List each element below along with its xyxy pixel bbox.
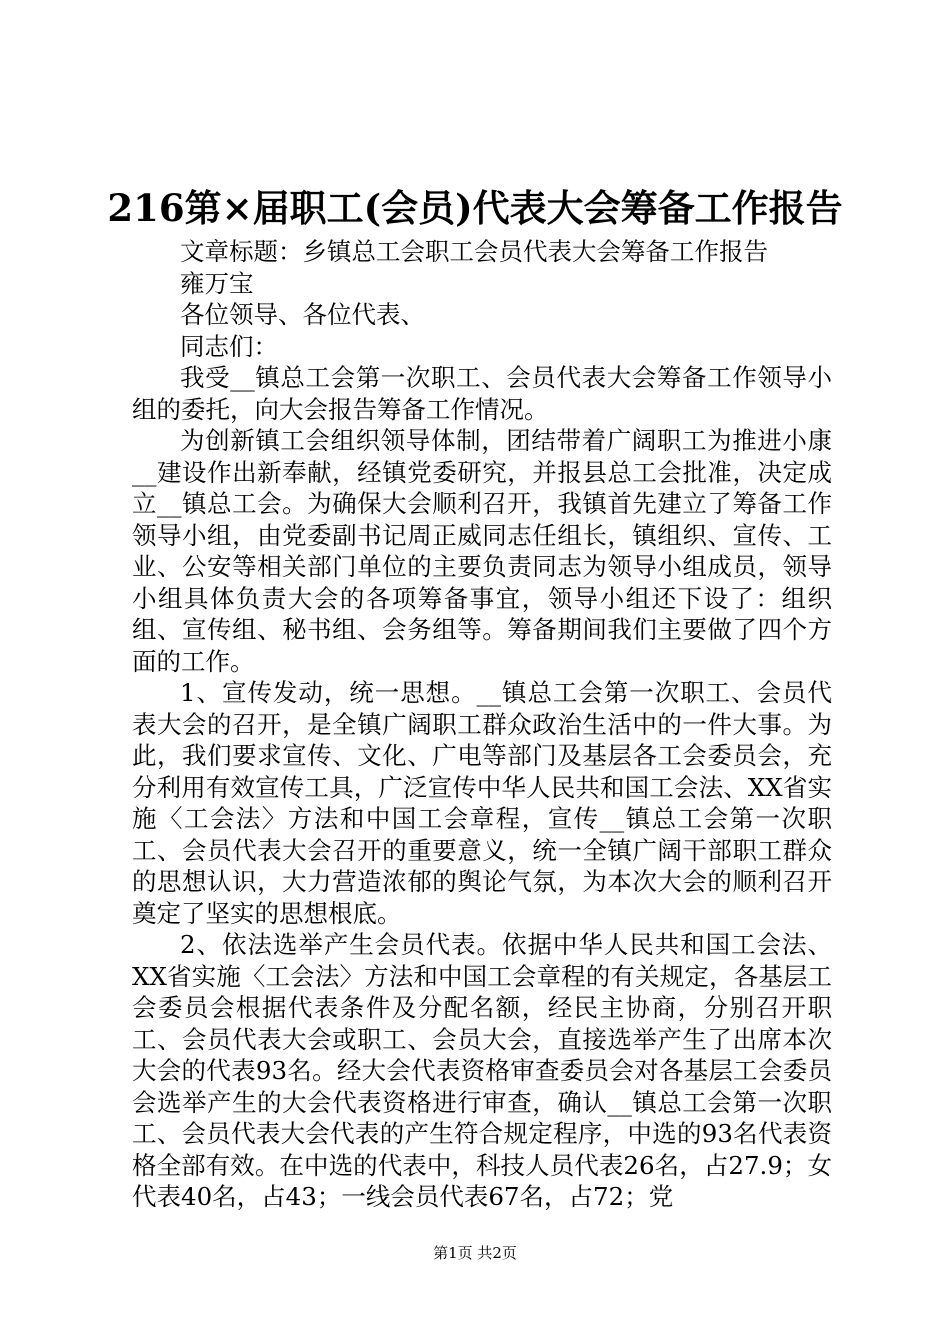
body-paragraph: 为创新镇工会组织领导体制，团结带着广阔职工为推进小康__建设作出新奉献，经镇党委研究，并报县总工会批准，决定成立__镇总工会。为确保大会顺利召开，我镇首先建立了筹备工作领导小组，由党委副书记周正威同志任组长，镇组织、宣传、工业、公安等相关部门单位的主要负责同志为领导小组成员，领导小组具体负责大会的各项筹备事宜，领导小组还下设了：组织组、宣传组、秘书组、会务组等。筹备期间我们主要做了四个方面的工作。	[132, 426, 832, 676]
document-title: 216第×届职工(会员)代表大会筹备工作报告	[107, 186, 843, 230]
salutation-line: 同志们：	[180, 331, 278, 361]
body-paragraph: 2、依法选举产生会员代表。依据中华人民共和国工会法、XX省实施〈工会法〉方法和中国工会章程的有关规定，各基层工会委员会根据代表条件及分配名额，经民主协商，分别召开职工、会员代表大会或职工、会员大会，直接选举产生了出席本次大会的代表93名。经大会代表资格审查委员会对各基层工会委员会选举产生的大会代表资格进行审查，确认__镇总工会第一次职工、会员代表大会代表的产生符合规定程序，中选的93名代表资格全部有效。在中选的代表中，科技人员代表26名，占27.9；女代表40名，占43；一线会员代表67名，占72；党	[132, 930, 832, 1211]
article-title-line: 文章标题：乡镇总工会职工会员代表大会筹备工作报告	[180, 237, 768, 266]
author-line: 雍万宝	[180, 268, 254, 298]
body-paragraph: 我受__镇总工会第一次职工、会员代表大会筹备工作领导小组的委托，向大会报告筹备工作情况。	[132, 363, 832, 424]
body-paragraph: 1、宣传发动，统一思想。__镇总工会第一次职工、会员代表大会的召开，是全镇广阔职工群众政治生活中的一件大事。为此，我们要求宣传、文化、广电等部门及基层各工会委员会，充分利用有效宣传工具，广泛宣传中华人民共和国工会法、XX省实施〈工会法〉方法和中国工会章程，宣传__镇总工会第一次职工、会员代表大会召开的重要意义，统一全镇广阔干部职工群众的思想认识，大力营造浓郁的舆论气氛，为本次大会的顺利召开奠定了坚实的思想根底。	[132, 678, 832, 928]
page-footer: 第1页 共2页	[433, 1244, 517, 1262]
salutation-line: 各位领导、各位代表、	[180, 300, 425, 329]
document-body	[132, 236, 832, 1213]
